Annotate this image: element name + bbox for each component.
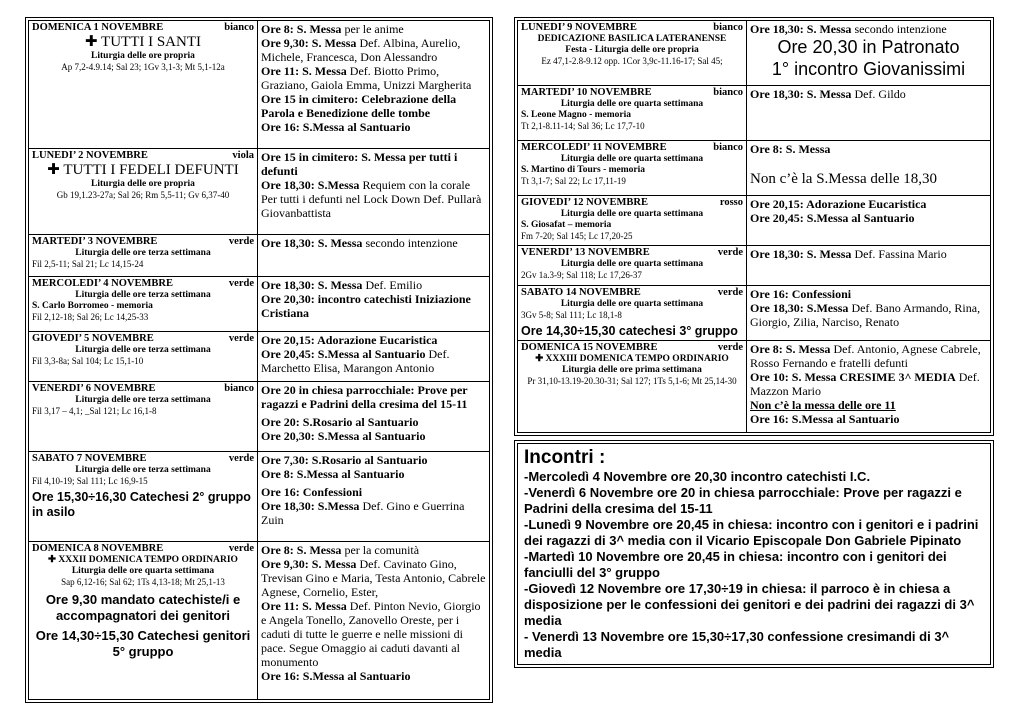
day-note: Ore 14,30÷15,30 Catechesi genitori 5° gruppo [35,628,251,659]
mass-time: Ore 7,30: S.Rosario al Santuario [261,453,428,467]
liturgical-color: rosso [719,197,743,208]
day-header [32,333,254,345]
masses-cell [747,341,991,433]
day-date: VENERDI’ 13 NOVEMBRE [521,247,650,258]
saint-memoria: S. Leone Magno - memoria [521,110,632,120]
masses-cell [258,382,490,452]
mass-entry [750,370,987,398]
readings-text: Tt 3,1-7; Sal 22; Lc 17,11-19 [521,176,626,186]
mass-time: Ore 20,30: incontro catechisti Iniziazione Cristiana [261,292,471,320]
masses-cell [747,141,991,196]
mass-time: Ore 8: S. Messa [750,142,831,156]
day-date: GIOVEDI’ 5 NOVEMBRE [32,333,154,344]
day-note: Ore 9,30 mandato catechiste/i e accompagnatori dei genitori [45,592,241,623]
feast-title: DEDICAZIONE BASILICA LATERANENSE [537,34,727,44]
liturgical-color: bianco [713,87,743,98]
mass-entry [261,347,486,375]
day-header [521,197,743,209]
right-column [514,17,994,668]
mass-entry [750,301,987,329]
day-date: DOMENICA 8 NOVEMBRE [32,543,164,554]
mass-entry [750,342,987,370]
mass-entry [261,120,486,134]
left-schedule-frame [25,17,493,703]
mass-entry [261,36,486,64]
day-row [518,141,991,196]
mass-time: Ore 8: S. Messa [750,342,831,356]
mass-intention: Def. Albina, Aurelio, Michele, Francesca, Don Alessandro [261,36,461,64]
mass-time: Ore 8: S. Messa [261,22,342,36]
mass-intention: Def. Mazzon Mario [750,370,980,398]
day-info-cell [518,141,747,196]
mass-time: Ore 15 in cimitero: S. Messa per tutti i defunti [261,150,458,178]
mass-time: Ore 16: Confessioni [750,287,852,301]
masses-cell [258,452,490,542]
day-header [32,236,254,248]
liturgy-text: Liturgia delle ore propria [91,179,195,189]
day-info-cell [518,21,747,86]
mass-entry [261,150,486,178]
day-date: MARTEDI’ 10 NOVEMBRE [521,87,652,98]
mass-intention: secondo intenzione [851,22,947,36]
day-info-cell [29,452,258,542]
mass-time: Ore 10: S. Messa CRESIME 3^ MEDIA [750,370,956,384]
liturgy-text: Liturgia delle ore terza settimana [75,465,211,475]
mass-time: Ore 20,15: Adorazione Eucaristica [750,197,927,211]
mass-time: Ore 18,30: S.Messa [750,301,849,315]
mass-entry [261,429,486,443]
day-header [521,87,743,99]
readings-text: Ez 47,1-2.8-9.12 opp. 1Cor 3,9c-11.16-17; Sal 45; [541,56,723,66]
day-header [32,22,254,34]
day-info-cell [29,235,258,277]
mass-time: Ore 20,15: Adorazione Eucaristica [261,333,438,347]
mass-entry [750,211,987,225]
liturgy-text: Liturgia delle ore quarta settimana [560,99,704,109]
day-row [518,246,991,286]
masses-cell [258,332,490,382]
day-info-cell [29,542,258,700]
mass-time: Ore 9,30: S. Messa [261,557,357,571]
mass-intention: Def. Gildo [851,87,906,101]
readings-text: Fil 3,17 – 4,1; _Sal 121; Lc 16,1-8 [32,406,157,416]
mass-entry [261,178,486,220]
day-info-cell [29,382,258,452]
mass-intention: Def. Gino e Guerrina Zuin [261,499,465,527]
mass-intention: per la comunità [341,543,420,557]
day-row [518,286,991,341]
day-header [521,22,743,34]
incontri-item: -Giovedì 12 Novembre ore 17,30÷19 in chiesa: il parroco è in chiesa a disposizione per le confessioni dei genitori e dei padrini dei ragazzi di 3^ media [524,581,975,628]
left-column [25,17,493,703]
masses-cell [747,286,991,341]
mass-entry [261,64,486,92]
mass-time: Ore 15 in cimitero: Celebrazione della Parola e Benedizione delle tombe [261,92,457,120]
mass-entry [261,453,486,467]
mass-time: Ore 18,30: S.Messa [261,499,360,513]
day-row [29,149,490,235]
liturgical-color: verde [717,287,743,298]
liturgical-color: verde [228,453,254,464]
liturgical-color: bianco [224,383,254,394]
feast-title: ✚ TUTTI I FEDELI DEFUNTI [47,162,239,178]
masses-cell [258,21,490,149]
day-row [29,382,490,452]
liturgy-text: Liturgia delle ore quarta settimana [71,566,215,576]
liturgy-text: Liturgia delle ore quarta settimana [560,209,704,219]
day-date: SABATO 7 NOVEMBRE [32,453,147,464]
day-header [521,287,743,299]
mass-intention: Def. Fassina Mario [851,247,947,261]
mass-time: Ore 20: S.Rosario al Santuario [261,415,419,429]
liturgical-color: verde [228,333,254,344]
mass-entry [261,278,486,292]
day-date: MERCOLEDI’ 4 NOVEMBRE [32,278,173,289]
day-date: SABATO 14 NOVEMBRE [521,287,641,298]
liturgy-text: Liturgia delle ore quarta settimana [560,299,704,309]
mass-entry [261,499,486,527]
mass-time: Ore 18,30: S. Messa [750,22,852,36]
mass-time: Ore 20,30: S.Messa al Santuario [261,429,426,443]
mass-intention: Def. Cavinato Gino, Trevisan Gino e Maria, Testa Antonio, Cabrele Agnese, Cornelio, Ester, [261,557,486,599]
liturgy-text: Liturgia delle ore quarta settimana [560,154,704,164]
incontri-item: -Mercoledì 4 Novembre ore 20,30 incontro catechisti I.C. [524,469,871,484]
readings-text: Fil 3,3-8a; Sal 104; Lc 15,1-10 [32,356,144,366]
day-row [518,86,991,141]
day-row [29,21,490,149]
mass-time: Ore 8: S.Messa al Santuario [261,467,405,481]
mass-notice: Non c’è la messa delle ore 11 [750,398,896,412]
incontri-list [524,469,984,661]
mass-entry [750,247,987,261]
incontri-box [517,443,991,665]
day-date: VENERDI’ 6 NOVEMBRE [32,383,156,394]
mass-entry [261,383,486,411]
mass-time: Ore 16: S.Messa al Santuario [261,120,411,134]
day-info-cell [518,286,747,341]
mass-entry [750,287,987,301]
mass-entry [261,22,486,36]
liturgical-color: verde [717,247,743,258]
mass-entry [750,142,987,156]
day-date: GIOVEDI’ 12 NOVEMBRE [521,197,648,208]
liturgy-text: Liturgia delle ore terza settimana [75,395,211,405]
day-header [521,342,743,354]
readings-text: Fil 4,10-19; Sal 111; Lc 16,9-15 [32,476,148,486]
mass-time: Ore 9,30: S. Messa [261,36,357,50]
incontri-item: - Venerdì 13 Novembre ore 15,30÷17,30 confessione cresimandi di 3^ media [524,629,950,660]
readings-text: Gb 19,1.23-27a; Sal 26; Rm 5,5-11; Gv 6,37-40 [56,190,230,200]
left-schedule-table [28,20,490,700]
day-header [32,543,254,555]
mass-entry [261,599,486,669]
masses-cell [258,149,490,235]
incontri-item: -Lunedì 9 Novembre ore 20,45 in chiesa: incontro con i genitori e i padrini dei ragazzi di 3^ media con il Vicario Episcopale Don Gabriele Pipinato [524,517,979,548]
day-note: Ore 15,30÷16,30 Catechesi 2° gruppo in asilo [32,490,251,519]
masses-cell [258,277,490,332]
mass-entry [750,412,987,426]
mass-intention: Def. Antonio, Agnese Cabrele, Rosso Fernando e fratelli defunti [750,342,981,370]
mass-time: Ore 18,30: S. Messa [261,236,363,250]
masses-cell [747,86,991,141]
mass-intention: Def. Emilio [362,278,423,292]
day-info-cell [29,277,258,332]
cancel-notice: Non c’è la S.Messa delle 18,30 [750,171,938,187]
mass-intention: Def. Biotto Primo, Graziano, Gaiola Emma, Unizzi Margherita [261,64,472,92]
mass-entry [261,236,486,250]
day-row [518,196,991,246]
day-info-cell [518,246,747,286]
day-header [32,150,254,162]
incontri-item: -Venerdì 6 Novembre ore 20 in chiesa parrocchiale: Prove per ragazzi e Padrini della cresima del 15-11 [524,485,962,516]
day-row [29,235,490,277]
mass-entry [261,557,486,599]
mass-entry [750,87,987,101]
feast-title: ✚ TUTTI I SANTI [84,34,202,50]
liturgical-color: bianco [224,22,254,33]
liturgical-color: verde [228,236,254,247]
readings-text: 2Gv 1a.3-9; Sal 118; Lc 17,26-37 [521,270,642,280]
day-date: DOMENICA 1 NOVEMBRE [32,22,164,33]
feast-title: ✚ XXXIII DOMENICA TEMPO ORDINARIO [535,354,729,364]
saint-memoria: S. Giosafat – memoria [521,220,612,230]
liturgy-text: Liturgia delle ore terza settimana [75,290,211,300]
mass-time: Ore 8: S. Messa [261,543,342,557]
masses-cell [258,235,490,277]
mass-entry [750,398,987,412]
day-row [518,341,991,433]
mass-time: Ore 11: S. Messa [261,599,347,613]
day-note: Ore 14,30÷15,30 catechesi 3° gruppo [521,324,738,338]
readings-text: Pr 31,10-13.19-20.30-31; Sal 127; 1Ts 5,1-6; Mt 25,14-30 [527,376,737,386]
masses-cell [747,196,991,246]
day-date: MERCOLEDI’ 11 NOVEMBRE [521,142,667,153]
readings-text: Fil 2,12-18; Sal 26; Lc 14,25-33 [32,312,149,322]
readings-text: Ap 7,2-4.9.14; Sal 23; 1Gv 3,1-3; Mt 5,1-12a [61,62,225,72]
mass-time: Ore 20 in chiesa parrocchiale: Prove per ragazzi e Padrini della cresima del 15-11 [261,383,468,411]
mass-time: Ore 16: Confessioni [261,485,363,499]
event-highlight: Ore 20,30 in Patronato [777,37,960,57]
liturgical-color: bianco [713,22,743,33]
liturgical-color: bianco [713,142,743,153]
day-header [521,247,743,259]
mass-entry [261,543,486,557]
mass-entry [261,485,486,499]
mass-intention: Def. Bano Armando, Rina, Giorgio, Zilia, Narciso, Renato [750,301,981,329]
day-row [518,21,991,86]
day-row [29,452,490,542]
day-date: LUNEDI’ 2 NOVEMBRE [32,150,148,161]
mass-intention: Def. Pinton Nevio, Giorgio e Angela Tonello, Zanovello Oreste, per i caduti di tutte le guerre e nelle missioni di pace. Segue Omaggio ai caduti davanti al monumento [261,599,481,669]
mass-entry [261,669,486,683]
mass-time: Ore 18,30: S. Messa [261,278,363,292]
day-info-cell [518,341,747,433]
liturgical-color: viola [232,150,254,161]
mass-time: Ore 11: S. Messa [261,64,347,78]
day-date: LUNEDI’ 9 NOVEMBRE [521,22,637,33]
day-info-cell [518,196,747,246]
mass-entry [261,467,486,481]
day-row [29,277,490,332]
mass-time: Ore 16: S.Messa al Santuario [750,412,900,426]
liturgy-text: Liturgia delle ore propria [91,51,195,61]
readings-text: Fm 7-20; Sal 145; Lc 17,20-25 [521,231,633,241]
mass-entry [750,22,987,36]
saint-memoria: S. Carlo Borromeo - memoria [32,301,153,311]
day-info-cell [29,149,258,235]
readings-text: 3Gv 5-8; Sal 111; Lc 18,1-8 [521,310,622,320]
incontri-frame [514,440,994,668]
liturgical-color: verde [228,543,254,554]
day-header [32,453,254,465]
feast-title: ✚ XXXII DOMENICA TEMPO ORDINARIO [48,555,238,565]
day-date: MARTEDI’ 3 NOVEMBRE [32,236,158,247]
masses-cell [747,21,991,86]
liturgy-text: Liturgia delle ore terza settimana [75,345,211,355]
day-header [521,142,743,154]
mass-intention: Def. Marchetto Elisa, Marangon Antonio [261,347,450,375]
day-info-cell [29,332,258,382]
liturgical-color: verde [228,278,254,289]
mass-time: Ore 18,30: S. Messa [750,247,852,261]
mass-time: Ore 18,30: S. Messa [750,87,852,101]
day-date: DOMENICA 15 NOVEMBRE [521,342,658,353]
day-row [29,542,490,700]
day-info-cell [518,86,747,141]
right-schedule-table [517,20,991,433]
mass-time: Ore 20,45: S.Messa al Santuario [261,347,426,361]
mass-entry [261,292,486,320]
mass-time: Ore 16: S.Messa al Santuario [261,669,411,683]
day-row [29,332,490,382]
mass-time: Ore 20,45: S.Messa al Santuario [750,211,915,225]
mass-entry [261,92,486,120]
event-highlight: 1° incontro Giovanissimi [771,59,966,79]
masses-cell [258,542,490,700]
liturgy-text: Liturgia delle ore quarta settimana [560,259,704,269]
mass-intention: per le anime [341,22,404,36]
liturgy-text: Liturgia delle ore prima settimana [562,365,702,375]
right-schedule-frame [514,17,994,436]
readings-text: Fil 2,5-11; Sal 21; Lc 14,15-24 [32,259,144,269]
incontri-item: -Martedì 10 Novembre ore 20,45 in chiesa: incontro con i genitori dei fanciulli del 3° gruppo [524,549,947,580]
mass-entry [261,333,486,347]
day-info-cell [29,21,258,149]
masses-cell [747,246,991,286]
readings-text: Tt 2,1-8.11-14; Sal 36; Lc 17,7-10 [521,121,645,131]
day-header [32,278,254,290]
mass-intention: Requiem con la corale Per tutti i defunti nel Lock Down Def. Pullarà Giovanbattista [261,178,482,220]
liturgy-text: Festa - Liturgia delle ore propria [565,45,699,55]
readings-text: Sap 6,12-16; Sal 62; 1Ts 4,13-18; Mt 25,1-13 [61,577,225,587]
mass-time: Ore 18,30: S.Messa [261,178,360,192]
mass-intention: secondo intenzione [362,236,458,250]
day-header [32,383,254,395]
liturgy-text: Liturgia delle ore terza settimana [75,248,211,258]
mass-entry [261,415,486,429]
incontri-title: Incontri : [524,447,606,468]
mass-entry [750,197,987,211]
liturgical-color: verde [717,342,743,353]
saint-memoria: S. Martino di Tours - memoria [521,165,646,175]
